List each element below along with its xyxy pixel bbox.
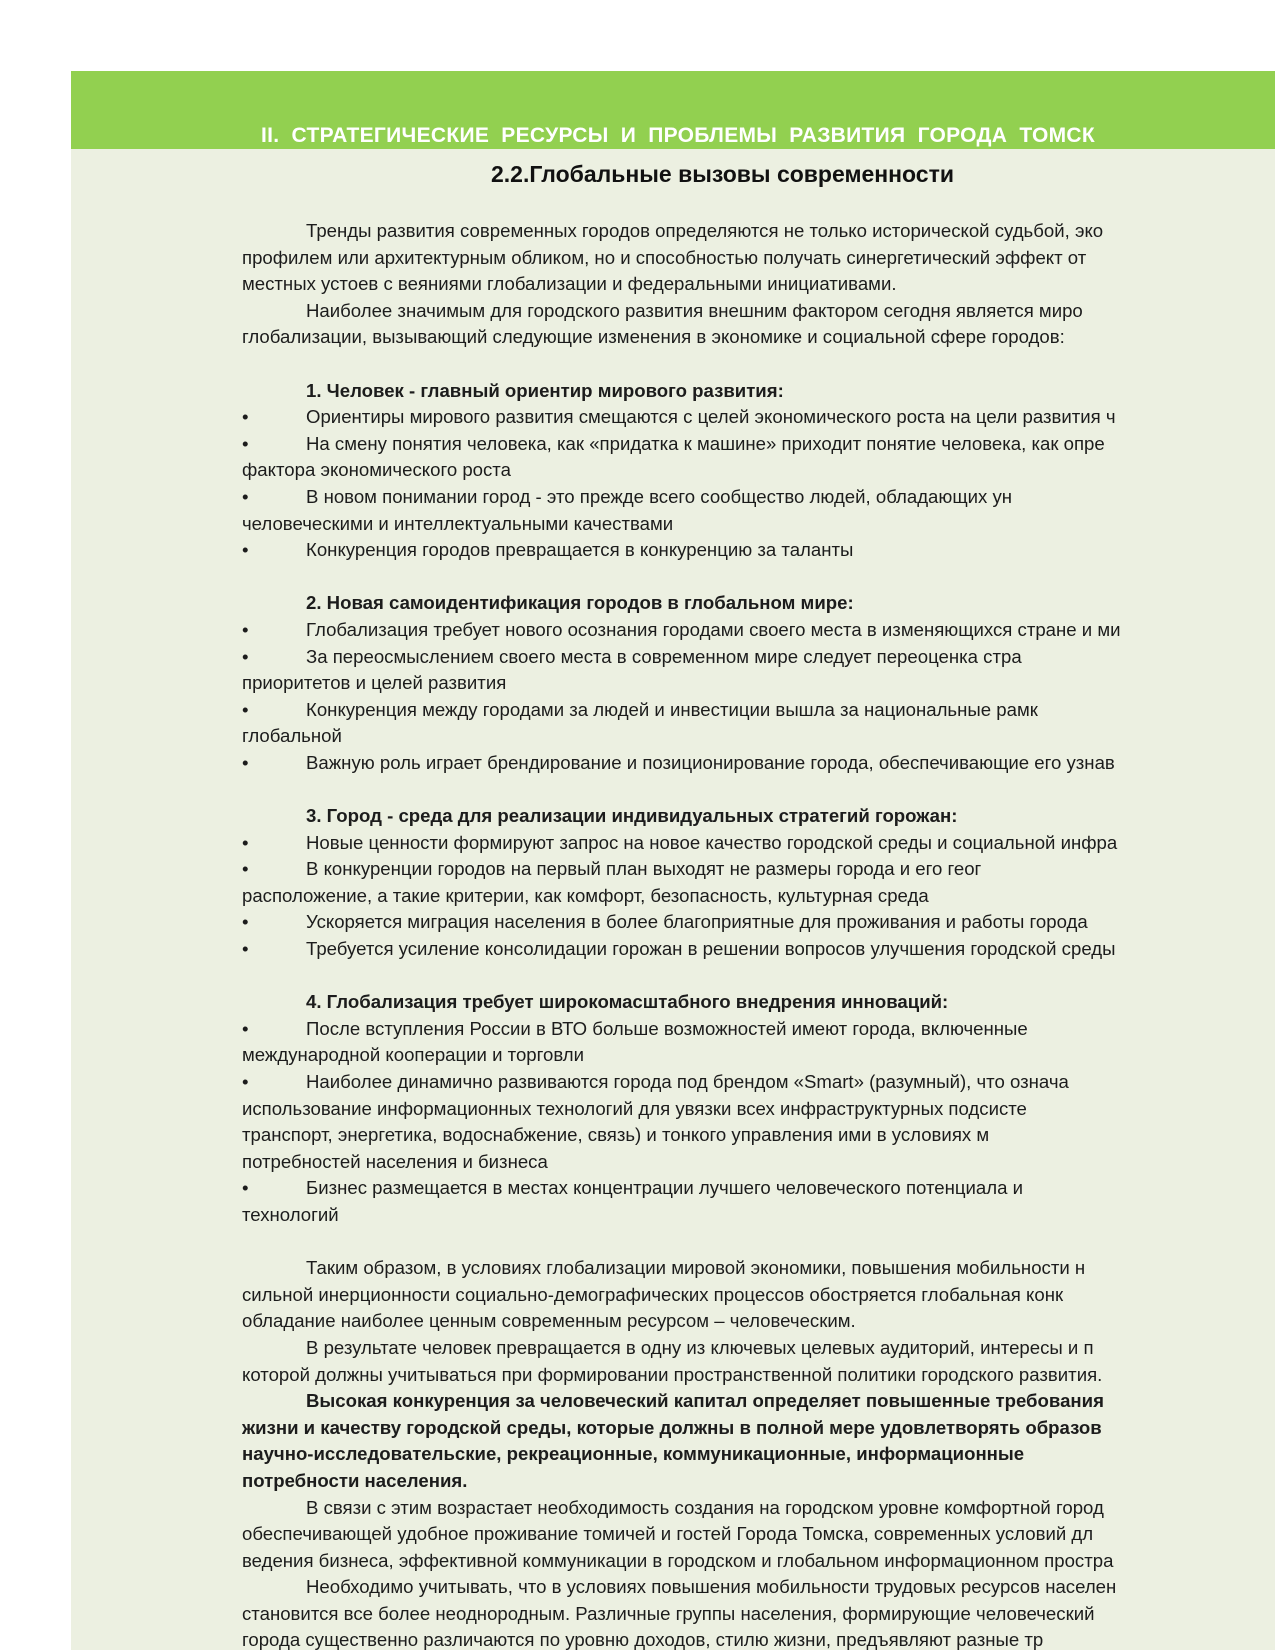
text-line: города существенно различаются по уровню доходов, стилю жизни, предъявляют разные тр <box>242 1629 1044 1650</box>
text-line: использование информационных технологий для увязки всех инфраструктурных подсисте <box>242 1097 1027 1119</box>
text-line: Конкуренция городов превращается в конкуренцию за таланты <box>306 539 854 561</box>
list-item <box>242 484 1275 537</box>
text-line: ведения бизнеса, эффективной коммуникации в городском и глобальном информационном простра <box>242 1549 1114 1571</box>
bullet-icon: • <box>242 539 249 561</box>
intro-paragraph-2 <box>242 298 1275 351</box>
text-line: человеческими и интеллектуальными качествами <box>242 512 674 534</box>
bullet-icon: • <box>242 1177 249 1199</box>
text-line: В связи с этим возрастает необходимость создания на городском уровне комфортной город <box>306 1496 1104 1518</box>
bullet-icon: • <box>242 698 249 720</box>
bullet-icon: • <box>242 432 249 454</box>
list-item <box>242 909 1275 936</box>
text-line: потребностей населения и бизнеса <box>242 1150 548 1172</box>
text-line: Тренды развития современных городов определяются не только исторической судьбой, эко <box>306 220 1104 241</box>
text-line: Бизнес размещается в местах концентрации лучшего человеческого потенциала и <box>306 1177 1023 1199</box>
text-line: Важную роль играет брендирование и позиционирование города, обеспечивающие его узнав <box>306 751 1115 773</box>
list-item <box>242 617 1275 644</box>
bullet-icon: • <box>242 938 249 960</box>
list-item <box>242 1175 1275 1228</box>
section-heading-3: 3. Город - среда для реализации индивидуальных стратегий горожан: <box>306 805 958 827</box>
text-line: В результате человек превращается в одну из ключевых целевых аудиторий, интересы и п <box>306 1336 1094 1358</box>
chapter-banner <box>71 71 1275 149</box>
bullet-icon: • <box>242 485 249 507</box>
text-line: транспорт, энергетика, водоснабжение, связь) и тонкого управления ими в условиях м <box>242 1124 990 1146</box>
list-item <box>242 537 1275 564</box>
bullet-icon: • <box>242 1071 249 1092</box>
text-line: На смену понятия человека, как «придатка к машине» приходит понятие человека, как опре <box>306 432 1105 454</box>
text-line: Конкуренция между городами за людей и инвестиции вышла за национальные рамк <box>306 698 1038 720</box>
text-line: научно-исследовательские, рекреационные, коммуникационные, информационные <box>242 1443 1025 1465</box>
section-heading-2: 2. Новая самоидентификация городов в глобальном мире: <box>306 592 854 614</box>
text-line: обеспечивающей удобное проживание томичей и гостей Города Томска, современных условий дл <box>242 1523 1094 1545</box>
bullet-icon: • <box>242 858 249 880</box>
document-body <box>242 218 1275 1650</box>
text-line: потребности населения. <box>242 1469 468 1491</box>
text-line: Ориентиры мирового развития смещаются с целей экономического роста на цели развития ч <box>306 406 1116 428</box>
list-item <box>242 431 1275 484</box>
intro-paragraph-1 <box>242 218 1275 298</box>
bullet-icon: • <box>242 751 249 773</box>
bullet-icon: • <box>242 1017 249 1039</box>
list-item <box>242 644 1275 697</box>
text-line: глобализации, вызывающий следующие изменения в экономике и социальной сфере городов: <box>242 326 1065 348</box>
text-line: обладание наиболее ценным современным ресурсом – человеческим. <box>242 1310 856 1332</box>
chapter-title: II. СТРАТЕГИЧЕСКИЕ РЕСУРСЫ И ПРОБЛЕМЫ РАЗВИТИЯ ГОРОДА ТОМСК <box>261 124 1096 147</box>
list-item <box>242 830 1275 857</box>
list-item <box>242 697 1275 750</box>
text-line: Наиболее динамично развиваются города под брендом «Smart» (разумный), что означа <box>306 1071 1069 1092</box>
conclusion-paragraph-3 <box>242 1388 1275 1494</box>
list-item <box>242 404 1275 431</box>
text-line: глобальной <box>242 725 342 747</box>
conclusion-paragraph-2 <box>242 1335 1275 1388</box>
text-line: жизни и качеству городской среды, которые должны в полной мере удовлетворять образов <box>242 1416 1102 1438</box>
conclusion-paragraph-1 <box>242 1255 1275 1335</box>
text-line: расположение, а такие критерии, как комфорт, безопасность, культурная среда <box>242 884 929 906</box>
text-line: Ускоряется миграция населения в более благоприятные для проживания и работы города <box>306 911 1088 933</box>
text-line: В конкуренции городов на первый план выходят не размеры города и его геог <box>306 858 982 880</box>
text-line: В новом понимании город - это прежде всего сообщество людей, обладающих ун <box>306 485 1013 507</box>
section-heading-1: 1. Человек - главный ориентир мирового развития: <box>306 379 784 401</box>
list-item <box>242 856 1275 909</box>
list-item <box>242 750 1275 777</box>
text-line: которой должны учитываться при формировании пространственной политики городского развития. <box>242 1363 1103 1385</box>
text-line: фактора экономического роста <box>242 459 511 481</box>
text-line: Глобализация требует нового осознания городами своего места в изменяющихся стране и ми <box>306 618 1121 640</box>
text-line: Требуется усиление консолидации горожан в решении вопросов улучшения городской среды <box>306 938 1116 960</box>
text-line: Наиболее значимым для городского развития внешним фактором сегодня является миро <box>306 299 1083 321</box>
section-title: 2.2.Глобальные вызовы современности <box>491 161 954 187</box>
text-line: приоритетов и целей развития <box>242 672 507 694</box>
text-line: Высокая конкуренция за человеческий капитал определяет повышенные требования <box>306 1390 1104 1412</box>
conclusion-paragraph-5 <box>242 1574 1275 1650</box>
text-line: технологий <box>242 1203 339 1225</box>
text-line: После вступления России в ВТО больше возможностей имеют города, включенные <box>306 1017 1028 1039</box>
document-page <box>71 71 1275 1650</box>
bullet-icon: • <box>242 406 249 428</box>
text-line: становится все более неоднородным. Различные группы населения, формирующие человеческий <box>242 1602 1095 1624</box>
list-item <box>242 1016 1275 1069</box>
text-line: местных устоев с веяниями глобализации и федеральными инициативами. <box>242 273 897 295</box>
text-line: профилем или архитектурным обликом, но и способностью получать синергетический эффект от <box>242 246 1087 268</box>
bullet-icon: • <box>242 831 249 853</box>
text-line: сильной инерционности социально-демографических процессов обостряется глобальная конк <box>242 1283 1064 1305</box>
text-line: международной кооперации и торговли <box>242 1044 585 1066</box>
text-line: Новые ценности формируют запрос на новое качество городской среды и социальной инфра <box>306 831 1118 853</box>
text-line: Таким образом, в условиях глобализации мировой экономики, повышения мобильности н <box>306 1257 1086 1279</box>
section-heading-4: 4. Глобализация требует широкомасштабного внедрения инноваций: <box>306 991 949 1013</box>
bullet-icon: • <box>242 911 249 933</box>
bullet-icon: • <box>242 618 249 640</box>
list-item <box>242 1069 1275 1175</box>
text-line: За переосмыслением своего места в современном мире следует переоценка стра <box>306 645 1022 667</box>
bullet-icon: • <box>242 645 249 667</box>
list-item <box>242 936 1275 963</box>
text-line: Необходимо учитывать, что в условиях повышения мобильности трудовых ресурсов населен <box>306 1576 1117 1598</box>
conclusion-paragraph-4 <box>242 1495 1275 1575</box>
